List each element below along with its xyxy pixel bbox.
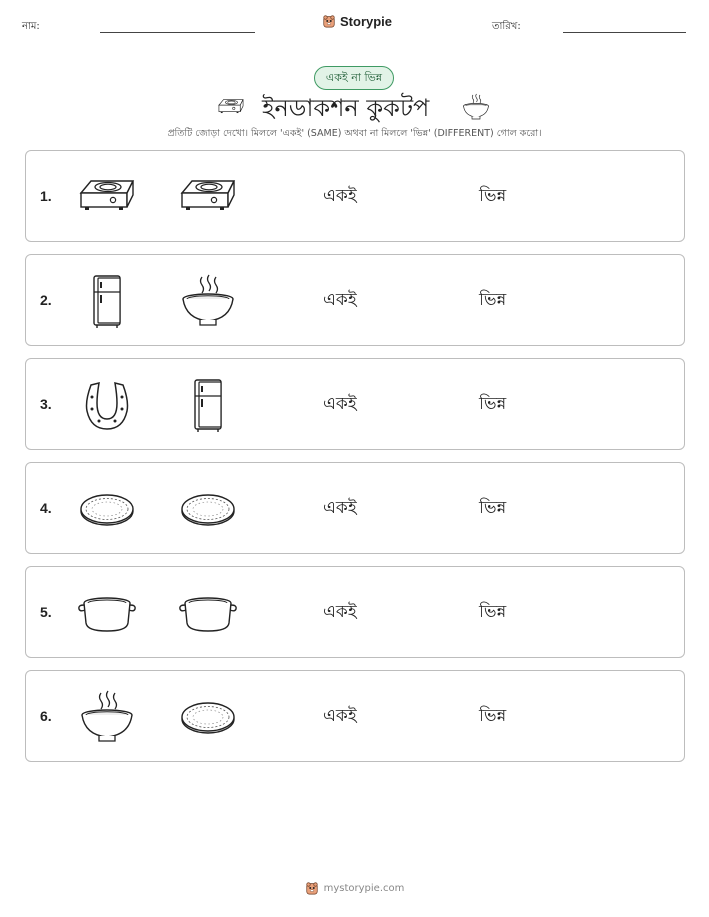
- option-different[interactable]: ভিন্ন: [479, 602, 507, 622]
- exercise-row-4: [25, 462, 685, 554]
- worksheet-header: [0, 0, 709, 40]
- pot-icon: [77, 585, 137, 641]
- option-different[interactable]: ভিন্ন: [479, 498, 507, 518]
- row-number: 1.: [40, 188, 52, 204]
- soup-bowl-icon: [461, 92, 491, 122]
- name-line[interactable]: [100, 32, 255, 33]
- option-same[interactable]: একই: [323, 394, 357, 414]
- footer-url[interactable]: mystorypie.com: [323, 882, 405, 894]
- row-number: 4.: [40, 500, 52, 516]
- row-number: 6.: [40, 708, 52, 724]
- page-title: ইনডাকশন কুকটপ: [262, 94, 430, 122]
- date-label: তারিখ:: [492, 21, 521, 32]
- exercise-row-5: [25, 566, 685, 658]
- exercise-row-2: [25, 254, 685, 346]
- flatbread-icon: [178, 689, 238, 745]
- exercise-row-3: [25, 358, 685, 450]
- option-different[interactable]: ভিন্ন: [479, 706, 507, 726]
- row-number: 3.: [40, 396, 52, 412]
- name-label: নাম:: [22, 21, 40, 32]
- pot-icon: [178, 585, 238, 641]
- date-line[interactable]: [563, 32, 686, 33]
- horseshoe-icon: [77, 377, 137, 433]
- brand-name: Storypie: [340, 13, 393, 29]
- soup-bowl-icon: [77, 689, 137, 745]
- footer: [0, 880, 709, 896]
- exercise-row-1: [25, 150, 685, 242]
- cooktop-icon: [77, 169, 137, 225]
- option-different[interactable]: ভিন্ন: [479, 394, 507, 414]
- cooktop-icon: [178, 169, 238, 225]
- option-same[interactable]: একই: [323, 498, 357, 518]
- title-row: [0, 90, 709, 124]
- fridge-icon: [77, 273, 137, 329]
- option-different[interactable]: ভিন্ন: [479, 290, 507, 310]
- flatbread-icon: [77, 481, 137, 537]
- brand-logo: [322, 13, 392, 29]
- exercise-row-6: [25, 670, 685, 762]
- option-same[interactable]: একই: [323, 186, 357, 206]
- topic-badge: একই না ভিন্ন: [314, 66, 394, 90]
- instructions: প্রতিটি জোড়া দেখো। মিললে 'একই' (SAME) অথবা না মিললে 'ভিন্ন' (DIFFERENT) গোল করো।: [167, 128, 542, 139]
- soup-bowl-icon: [178, 273, 238, 329]
- fridge-icon: [178, 377, 238, 433]
- flatbread-icon: [178, 481, 238, 537]
- cooktop-icon: [214, 94, 248, 120]
- mascot-icon: [322, 13, 336, 29]
- option-same[interactable]: একই: [323, 706, 357, 726]
- option-same[interactable]: একই: [323, 602, 357, 622]
- option-different[interactable]: ভিন্ন: [479, 186, 507, 206]
- row-number: 2.: [40, 292, 52, 308]
- option-same[interactable]: একই: [323, 290, 357, 310]
- mascot-icon: [305, 880, 319, 896]
- row-number: 5.: [40, 604, 52, 620]
